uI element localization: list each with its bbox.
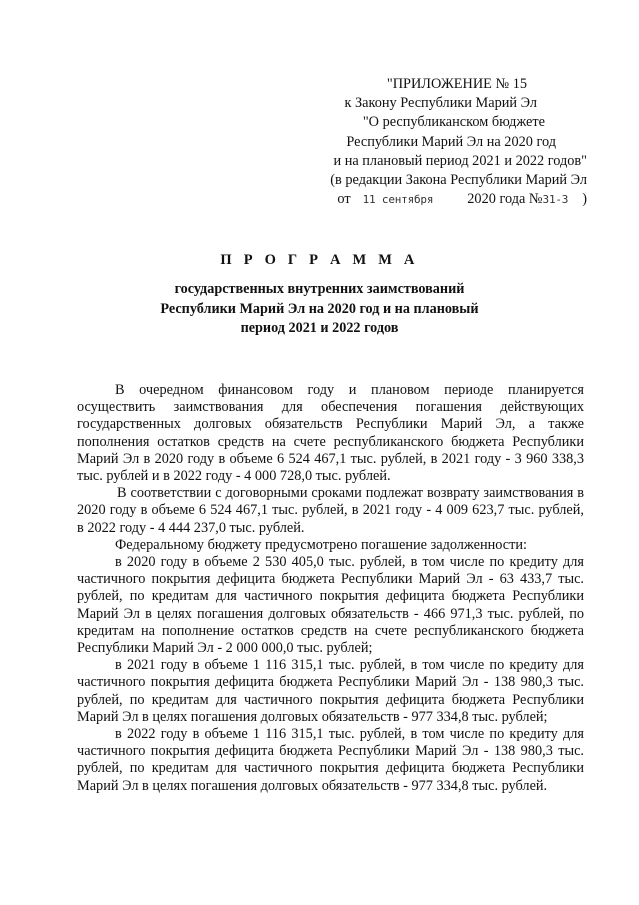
subtitle-line-1: государственных внутренних заимствований xyxy=(174,281,465,297)
appendix-line-6: (в редакции Закона Республики Марий Эл xyxy=(330,172,587,189)
subtitle-line-3: период 2021 и 2022 годов xyxy=(240,320,399,336)
paragraph-2022: в 2022 году в объеме 1 116 315,1 тыс. рублей, в том числе по кредиту для частичного покрытия дефицита бюджета Республики Марий Эл - 138 980,3 тыс. рублей, по кредитам для частичного покрытия дефицита бюджета Республики Марий Эл в целях погашения долговых обязательств - 977 334,8 тыс. рублей. xyxy=(77,726,584,794)
appendix-line-1: "ПРИЛОЖЕНИЕ № 15 xyxy=(386,76,527,92)
edition-close: ) xyxy=(582,191,587,208)
appendix-header xyxy=(257,75,587,209)
appendix-line-4: Республики Марий Эл на 2020 год xyxy=(346,133,556,150)
paragraph-repayment: В соответствии с договорными сроками подлежат возврату заимствования в 2020 году в объеме 6 524 467,1 тыс. рублей, в 2021 году - 4 009 623,7 тыс. рублей, в 2022 году - 4 444 237,0 тыс. рублей. xyxy=(77,485,584,536)
paragraph-2021: в 2021 году в объеме 1 116 315,1 тыс. рублей, в том числе по кредиту для частичного покрытия дефицита бюджета Республики Марий Эл - 138 980,3 тыс. рублей, по кредитам для частичного покрытия дефицита бюджета Республики Марий Эл в целях погашения долговых обязательств - 977 334,8 тыс. рублей; xyxy=(77,657,584,725)
appendix-edition-line xyxy=(257,190,587,209)
handwritten-date: 11 сентября xyxy=(362,193,434,207)
appendix-line-3: "О республиканском бюджете xyxy=(362,114,545,131)
edition-from: от xyxy=(337,191,351,208)
handwritten-number: 31-3 xyxy=(542,193,569,207)
document-subtitle xyxy=(0,280,639,339)
subtitle-line-2: Республики Марий Эл на 2020 год и на плановый xyxy=(160,300,479,317)
appendix-line-2: к Закону Республики Марий Эл xyxy=(344,95,537,112)
paragraph-plan: В очередном финансовом году и плановом периоде планируется осуществить заимствования для обеспечения погашения действующих государственных долговых обязательств Республики Марий Эл, а также пополнения остатков средств на счете республиканского бюджета Республики Марий Эл в 2020 году в объеме 6 524 467,1 тыс. рублей, в 2021 году - 3 960 338,3 тыс. рублей и в 2022 году - 4 000 728,0 тыс. рублей. xyxy=(77,382,584,485)
edition-year: 2020 года № xyxy=(467,191,543,208)
document-title: П Р О Г Р А М М А xyxy=(220,252,419,268)
paragraph-federal-intro: Федеральному бюджету предусмотрено погашение задолженности: xyxy=(115,536,527,553)
paragraph-2020: в 2020 году в объеме 2 530 405,0 тыс. рублей, в том числе по кредиту для частичного покрытия дефицита бюджета Республики Марий Эл - 63 433,7 тыс. рублей, по кредитам для частичного покрытия дефицита бюджета Республики Марий Эл в целях погашения долговых обязательств - 466 971,3 тыс. рублей, по кредитам на пополнение остатков средств на счете республиканского бюджета Республики Марий Эл - 2 000 000,0 тыс. рублей; xyxy=(77,554,584,657)
appendix-line-5: и на плановый период 2021 и 2022 годов" xyxy=(333,152,587,169)
document-body xyxy=(77,382,584,795)
